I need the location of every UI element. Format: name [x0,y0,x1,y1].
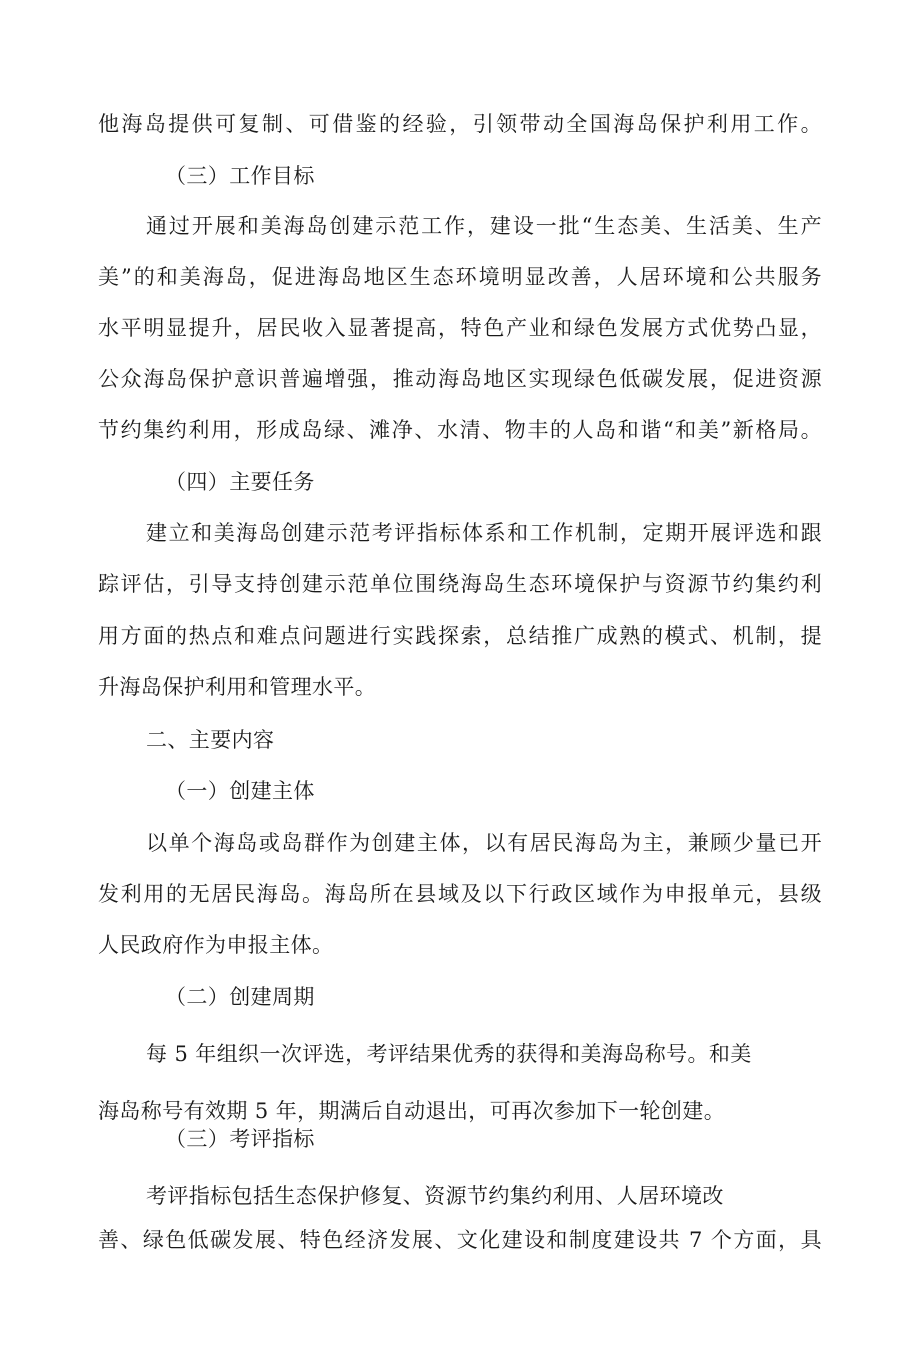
paragraph-line: 他海岛提供可复制、可借鉴的经验，引领带动全国海岛保护利用工作。 [98,112,822,136]
chapter-heading-main-content: 二、主要内容 [146,728,275,752]
paragraph-line: 美”的和美海岛，促进海岛地区生态环境明显改善，人居环境和公共服务 [98,265,822,289]
paragraph-line: 每 5 年组织一次评选，考评结果优秀的获得和美海岛称号。和美 [146,1042,752,1066]
paragraph-line: 通过开展和美海岛创建示范工作，建设一批“生态美、生活美、生产 [146,214,822,238]
paragraph-line: 善、绿色低碳发展、特色经济发展、文化建设和制度建设共 7 个方面，具 [98,1228,822,1252]
paragraph-line: 水平明显提升，居民收入显著提高，特色产业和绿色发展方式优势凸显， [98,316,822,340]
paragraph-line: 节约集约利用，形成岛绿、滩净、水清、物丰的人岛和谐“和美”新格局。 [98,418,822,442]
section-heading-work-goal: （三）工作目标 [165,164,315,188]
paragraph-line: 以单个海岛或岛群作为创建主体，以有居民海岛为主，兼顾少量已开 [146,831,822,855]
paragraph-line: 建立和美海岛创建示范考评指标体系和工作机制，定期开展评选和跟 [146,521,822,545]
section-heading-creation-cycle: （二）创建周期 [165,985,315,1009]
paragraph-line: 人民政府作为申报主体。 [98,933,334,957]
section-heading-creation-subject: （一）创建主体 [165,779,315,803]
section-heading-main-tasks: （四）主要任务 [165,470,315,494]
paragraph-line: 考评指标包括生态保护修复、资源节约集约利用、人居环境改 [146,1184,724,1208]
paragraph-line: 公众海岛保护意识普遍增强，推动海岛地区实现绿色低碳发展，促进资源 [98,367,822,391]
paragraph-line: 踪评估，引导支持创建示范单位围绕海岛生态环境保护与资源节约集约利 [98,572,822,596]
paragraph-line: 升海岛保护利用和管理水平。 [98,675,377,699]
paragraph-line: 用方面的热点和难点问题进行实践探索，总结推广成熟的模式、机制，提 [98,624,822,648]
paragraph-line: 发利用的无居民海岛。海岛所在县域及以下行政区域作为申报单元，县级 [98,882,822,906]
section-heading-evaluation-indicators: （三）考评指标 [165,1127,315,1151]
paragraph-line: 海岛称号有效期 5 年，期满后自动退出，可再次参加下一轮创建。 [98,1099,726,1123]
